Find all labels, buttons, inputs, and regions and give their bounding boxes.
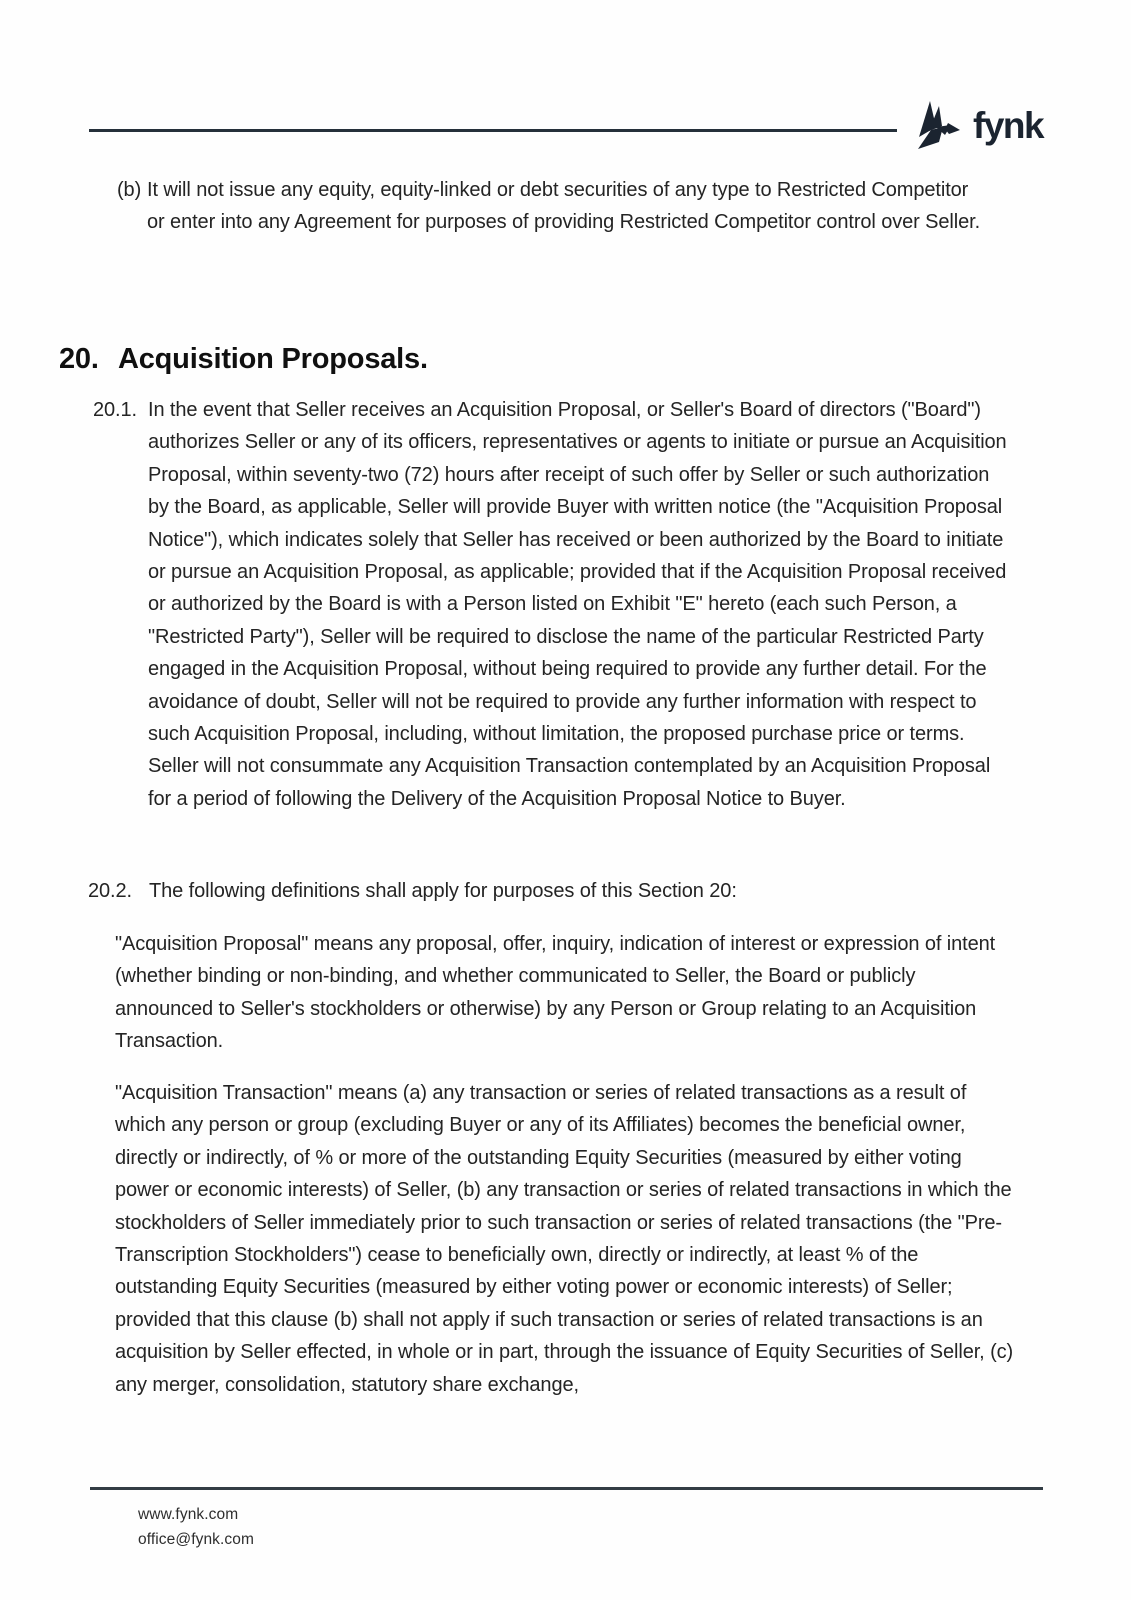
footer-contact — [138, 1502, 254, 1552]
clause-20-1 — [93, 394, 1014, 815]
clause-20-2-text: The following definitions shall apply for purposes of this Section 20: — [149, 880, 737, 902]
footer-rule — [90, 1487, 1043, 1490]
clause-b — [117, 174, 985, 239]
fynk-wordmark: fynk — [973, 104, 1044, 146]
header-rule — [89, 129, 897, 132]
fynk-logo — [915, 100, 1043, 154]
footer-email: office@fynk.com — [138, 1531, 255, 1548]
section-heading-title: Acquisition Proposals. — [118, 343, 428, 375]
section-heading — [59, 338, 428, 380]
origami-crane-icon — [915, 100, 963, 154]
clause-b-text: It will not issue any equity, equity-linked or debt securities of any type to Restricted Competitor or enter into any Agreement for purposes of providing Restricted Competitor control over Seller. — [147, 179, 981, 234]
clause-20-2 — [88, 875, 1011, 907]
clause-20-1-label: 20.1. — [93, 399, 137, 421]
footer-website: www.fynk.com — [138, 1506, 239, 1523]
clause-20-1-text: In the event that Seller receives an Acquisition Proposal, or Seller's Board of directors ("Board") authorizes Seller or any of its officers, representatives or agents to initiate or pursue an Acquisition Proposal, within seventy-two (72) hours after receipt of such offer by Seller or such authorization by the Board, as applicable, Seller will provide Buyer with written notice (the "Acquisition Proposal Notice"), which indicates solely that Seller has received or been authorized by the Board to initiate or pursue an Acquisition Proposal, as applicable; provided that if the Acquisition Proposal received or authorized by the Board is with a Person listed on Exhibit "E" hereto (each such Person, a "Restricted Party"), Seller will be required to disclose the name of the particular Restricted Party engaged in the Acquisition Proposal, without being required to provide any further detail. For the avoidance of doubt, Seller will not be required to provide any further information with respect to such Acquisition Proposal, including, without limitation, the proposed purchase price or terms. Seller will not consummate any Acquisition Transaction contemplated by an Acquisition Proposal for a period of following the Delivery of the Acquisition Proposal Notice to Buyer. — [148, 399, 1007, 810]
clause-b-label: (b) — [117, 179, 142, 201]
definition-acquisition-transaction: "Acquisition Transaction" means (a) any transaction or series of related transactions as a result of which any person or group (excluding Buyer or any of its Affiliates) becomes the beneficial owner, directly or indirectly, of % or more of the outstanding Equity Securities (measured by either voting power or economic interests) of Seller, (b) any transaction or series of related transactions in which the stockholders of Seller immediately prior to such transaction or series of related transactions (the "Pre-Transcription Stockholders") cease to beneficially own, directly or indirectly, at least % of the outstanding Equity Securities (measured by either voting power or economic interests) of Seller; provided that this clause (b) shall not apply if such transaction or series of related transactions is an acquisition by Seller effected, in whole or in part, through the issuance of Equity Securities of Seller, (c) any merger, consolidation, statutory share exchange, — [115, 1082, 1014, 1396]
section-heading-number: 20. — [59, 343, 99, 375]
definition-acquisition-proposal: "Acquisition Proposal" means any proposal, offer, inquiry, indication of interest or expression of intent (whether binding or non-binding, and whether communicated to Seller, the Board or publicly announced to Seller's stockholders or otherwise) by any Person or Group relating to an Acquisition Transaction. — [115, 933, 996, 1053]
clause-20-2-label: 20.2. — [88, 880, 132, 902]
